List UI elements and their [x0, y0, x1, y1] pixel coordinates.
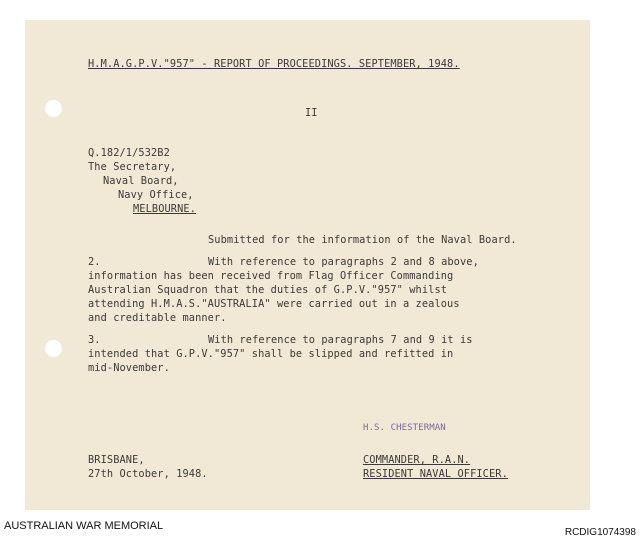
submitted-line: Submitted for the information of the Naval Board. [208, 234, 517, 246]
item-id: RCDIG1074398 [564, 527, 636, 538]
paragraph-3-line-1: With reference to paragraphs 7 and 9 it is [208, 334, 473, 346]
place: BRISBANE, [88, 454, 145, 466]
punch-hole-top [45, 100, 62, 117]
address-line-2: Naval Board, [103, 175, 179, 187]
address-line-4: MELBOURNE. [133, 203, 196, 215]
source-label: AUSTRALIAN WAR MEMORIAL [4, 520, 164, 532]
punch-hole-bottom [45, 340, 62, 357]
signatory-position: RESIDENT NAVAL OFFICER. [363, 468, 508, 480]
paragraph-3-number: 3. [88, 334, 101, 346]
date: 27th October, 1948. [88, 468, 208, 480]
paragraph-3-line-3: mid-November. [88, 362, 170, 374]
document-sheet [25, 20, 590, 510]
paragraph-2-line-5: and creditable manner. [88, 312, 227, 324]
address-line-3: Navy Office, [118, 189, 194, 201]
paragraph-2-line-3: Australian Squadron that the duties of G.P.V."957" whilst [88, 284, 448, 296]
paragraph-2-line-2: information has been received from Flag Officer Commanding [88, 270, 454, 282]
page-number: II [305, 107, 318, 119]
signatory-rank: COMMANDER, R.A.N. [363, 454, 471, 466]
signature-stamp: H.S. CHESTERMAN [363, 423, 446, 433]
paragraph-3-line-2: intended that G.P.V."957" shall be slipped and refitted in [88, 348, 454, 360]
paragraph-2-line-4: attending H.M.A.S."AUSTRALIA" were carried out in a zealous [88, 298, 460, 310]
document-title: H.M.A.G.P.V."957" - REPORT OF PROCEEDINGS. SEPTEMBER, 1948. [88, 58, 460, 70]
reference-number: Q.182/1/532B2 [88, 147, 170, 159]
address-line-1: The Secretary, [88, 161, 177, 173]
paragraph-2-line-1: With reference to paragraphs 2 and 8 above, [208, 256, 479, 268]
paragraph-2-number: 2. [88, 256, 101, 268]
